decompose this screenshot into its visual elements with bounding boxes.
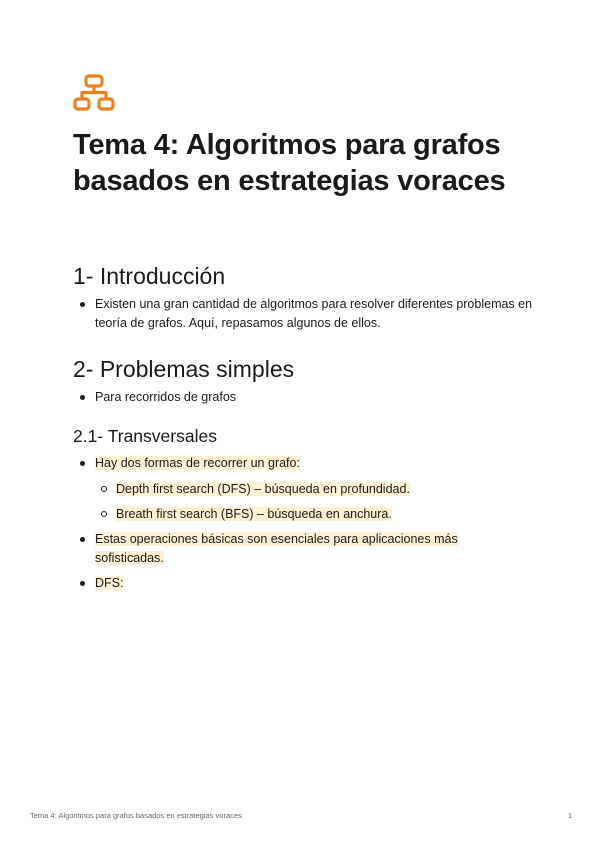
simple-list xyxy=(95,388,535,407)
list-item xyxy=(116,505,536,524)
list-item: Para recorridos de grafos xyxy=(95,388,535,407)
highlighted-text: DFS: xyxy=(95,576,124,590)
list-item xyxy=(95,574,535,593)
sitemap-icon xyxy=(73,74,115,112)
section-heading-introduccion: 1- Introducción xyxy=(73,263,226,289)
list-item xyxy=(95,454,535,473)
highlighted-text: Depth first search (DFS) – búsqueda en profundidad. xyxy=(116,482,410,496)
intro-list xyxy=(95,295,535,333)
transversales-list xyxy=(95,454,535,473)
list-item: Existen una gran cantidad de algoritmos para resolver diferentes problemas en teoría de grafos. Aquí, repasamos algunos de ellos. xyxy=(95,295,535,333)
sublist xyxy=(116,480,536,499)
document-title: Tema 4: Algoritmos para grafos basados en estrategias voraces xyxy=(73,129,506,197)
page-number: 1 xyxy=(568,811,573,820)
footer-title: Tema 4: Algoritmos para grafos basados en estrategias voraces xyxy=(30,811,242,820)
highlighted-text: Breath first search (BFS) – búsqueda en anchura. xyxy=(116,507,392,521)
sublist xyxy=(116,505,536,524)
highlighted-text: Estas operaciones básicas son esenciales para aplicaciones más sofisticadas. xyxy=(95,532,458,565)
list-item xyxy=(95,530,480,568)
highlighted-text: Hay dos formas de recorrer un grafo: xyxy=(95,456,300,470)
subsection-heading-transversales: 2.1- Transversales xyxy=(73,426,217,446)
transversales-list-2 xyxy=(95,530,480,568)
transversales-list-3 xyxy=(95,574,535,593)
section-heading-problemas-simples: 2- Problemas simples xyxy=(73,356,295,382)
list-item xyxy=(116,480,536,499)
